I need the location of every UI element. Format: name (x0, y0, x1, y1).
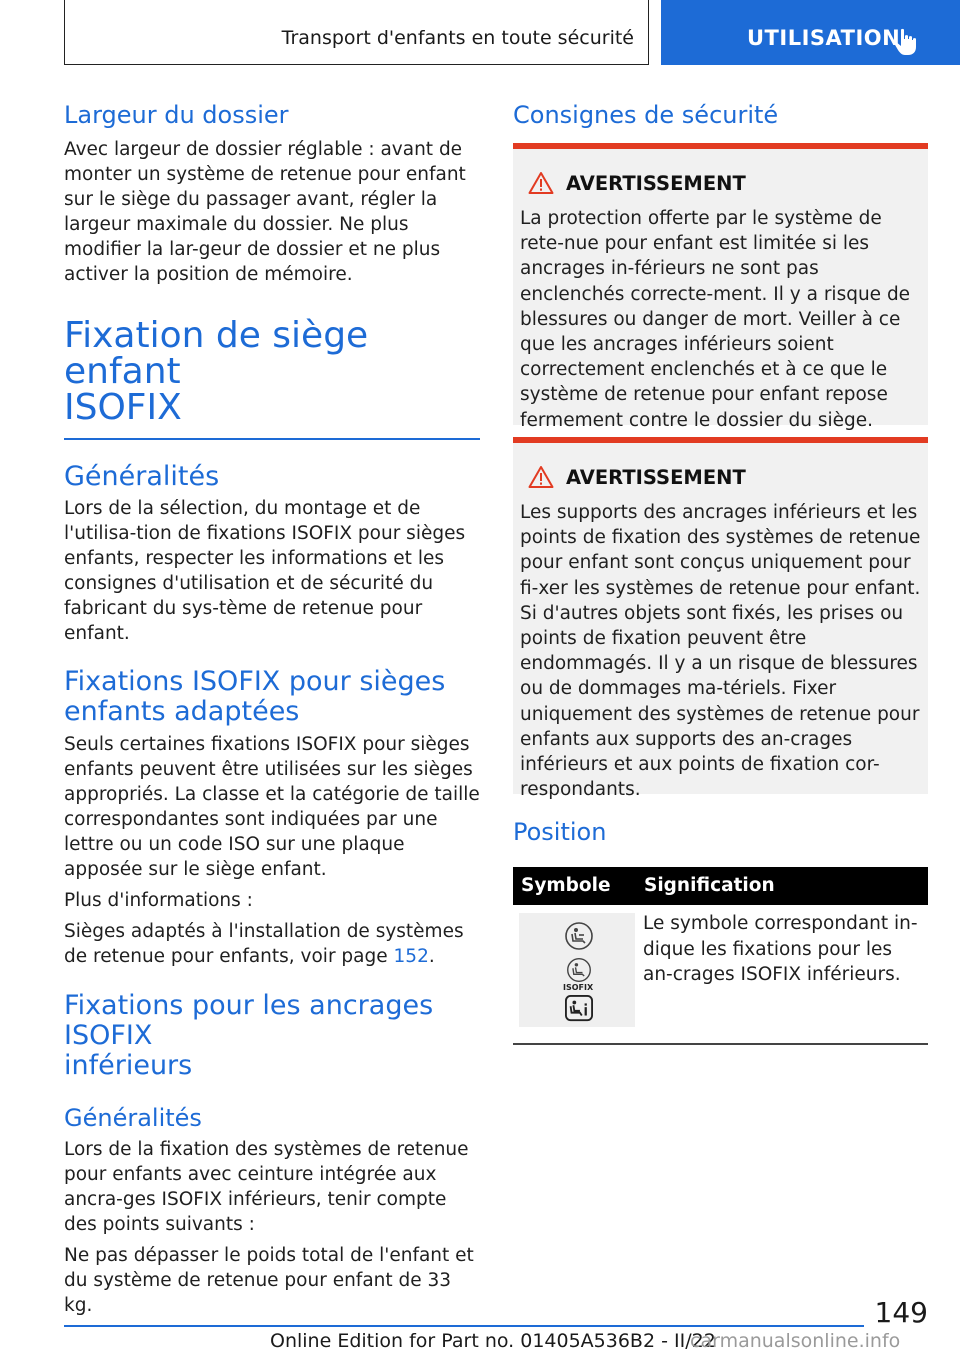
meaning-cell: Le symbole correspondant in-dique les fixations pour les an-crages ISOFIX inférieurs. (643, 913, 918, 985)
position-heading: Position (513, 818, 607, 846)
header-chapter-tab (661, 0, 960, 65)
general-paragraph: Lors de la sélection, du montage et de l'utilisa-tion de fixations ISOFIX pour sièges enfants, respecter les informations et les consignes d'utilisation et de sécurité du fabricant du sys-tème de retenue pour enfant. (64, 497, 466, 644)
isofix-label: ISOFIX (563, 983, 594, 992)
header-section-box (64, 0, 649, 65)
see-page-end: . (428, 945, 435, 967)
left-column (64, 100, 480, 1324)
isofix-title-line2: ISOFIX (64, 387, 182, 428)
warning-box (513, 437, 928, 801)
lower-paragraph-1: Lors de la fixation des systèmes de retenue pour enfants avec ceinture intégrée aux ancra-ges ISOFIX inférieurs, tenir compte des points suivants : (64, 1138, 469, 1235)
warning-title: AVERTISSEMENT (566, 466, 746, 489)
general-heading: Généralités (64, 460, 220, 492)
lower-anchor-heading-line1: Fixations pour les ancrages ISOFIX (64, 989, 434, 1051)
hand-pointer-icon (893, 28, 919, 56)
suitable-heading-line2: enfants adaptées (64, 695, 300, 727)
lower-anchor-heading-line2: inférieurs (64, 1049, 193, 1081)
footer-divider (64, 1325, 864, 1327)
backrest-heading: Largeur du dossier (64, 101, 289, 129)
see-page-text: Sièges adaptés à l'installation de systèmes de retenue pour enfants, voir page (64, 920, 464, 967)
safety-heading: Consignes de sécurité (513, 101, 779, 129)
column-meaning: Signification (644, 875, 775, 896)
isofix-title-line1: Fixation de siège enfant (64, 315, 369, 392)
column-symbol: Symbole (521, 875, 611, 896)
warning-text: La protection offerte par le système de rete-nue pour enfant est limitée si les ancrages in-férieurs ne sont pas enclenchés correcte-ment. Il y a risque de blessures ou danger de mort. Veiller à ce que les ancrages inférieurs soient correctement enclenchés et à ce que le système de retenue pour enfant repose fermement contre le dossier du siège. (520, 208, 911, 431)
warning-triangle-icon (528, 171, 554, 195)
warning-triangle-icon (528, 465, 554, 489)
child-seat-info-icon (564, 995, 594, 1023)
lower-general-heading: Généralités (64, 1103, 202, 1132)
table-row (513, 905, 928, 1027)
table-header (513, 867, 928, 905)
watermark-text: carmanualsonline.info (690, 1330, 901, 1352)
lower-paragraph-2: Ne pas dépasser le poids total de l'enfant et du système de retenue pour enfant de 33 kg. (64, 1244, 474, 1316)
warning-title: AVERTISSEMENT (566, 172, 746, 195)
suitable-heading-line1: Fixations ISOFIX pour sièges (64, 665, 446, 697)
more-info-text: Plus d'informations : (64, 889, 253, 911)
suitable-paragraph: Seuls certaines fixations ISOFIX pour sièges enfants peuvent être utilisées sur les sièges appropriés. La classe et la catégorie de taille correspondantes sont indiquées par une lettre ou un code ISO sur une plaque apposée sur le siège enfant. (64, 733, 480, 880)
symbol-cell (519, 913, 635, 1027)
see-page-paragraph (64, 919, 480, 969)
section-title: Transport d'enfants en toute sécurité (281, 27, 634, 49)
position-table (513, 867, 928, 1027)
warning-text: Les supports des ancrages inférieurs et les points de fixation des systèmes de retenue pour enfant sont conçus uniquement pour fi-xer les systèmes de retenue pour enfant. Si d'autres objets sont fixés, les prises ou points de fixation peuvent être endommagés. Il y a un risque de blessures ou de dommages ma-tériels. Fixer uniquement des systèmes de retenue pour enfants aux supports des an-crages inférieurs et aux points de fixation cor-respondants. (520, 502, 921, 801)
backrest-paragraph: Avec largeur de dossier réglable : avant de monter un système de retenue pour enfant sur le siège du passager avant, régler la largeur maximale du dossier. Ne plus modifier la lar-geur de dossier et ne plus activer la position de mémoire. (64, 139, 466, 285)
edition-text: Online Edition for Part no. 01405A536B2 - II/22 (270, 1330, 716, 1352)
warning-box (513, 143, 928, 431)
chapter-title: UTILISATION (747, 26, 901, 50)
page-link[interactable]: 152 (393, 945, 429, 967)
isofix-anchor-icon (566, 957, 592, 983)
table-bottom-rule (513, 1043, 928, 1045)
child-seat-anchor-icon (564, 921, 594, 951)
page-number: 149 (874, 1296, 928, 1329)
